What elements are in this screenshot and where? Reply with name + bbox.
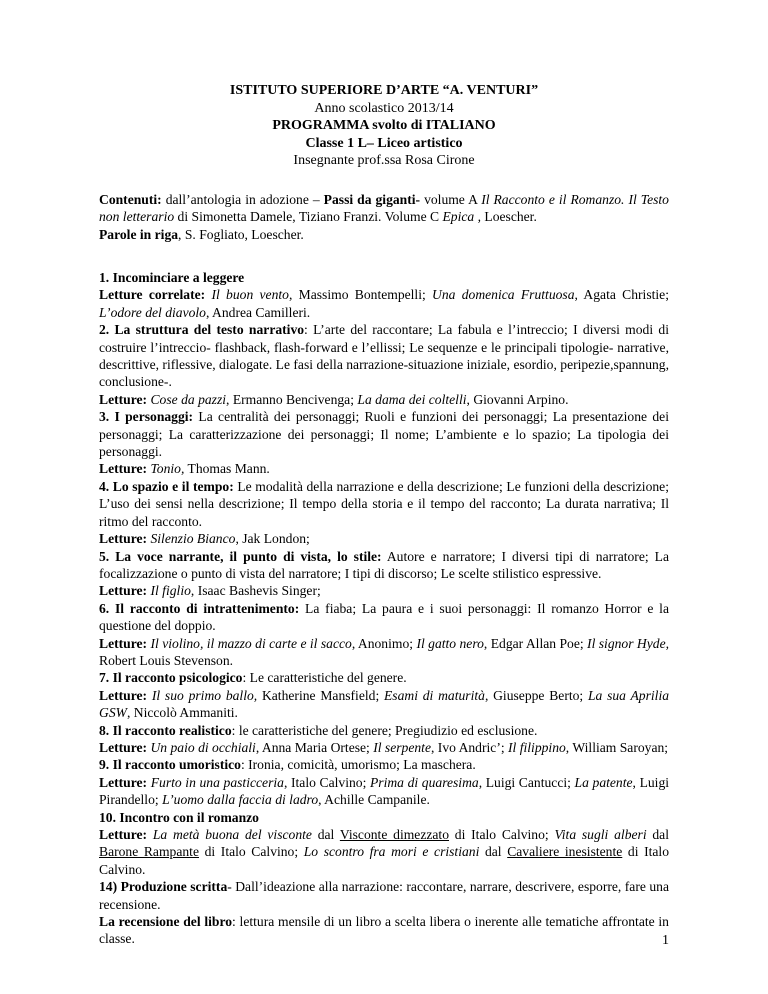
section-3-readings: Letture: Tonio, Thomas Mann.	[99, 461, 270, 477]
section-6-readings: Letture: Il violino, il mazzo di carte e il sacco, Anonimo; Il gatto nero, Edgar Allan Poe; Il signor Hyde, Robert Louis Stevenson.	[99, 635, 669, 668]
parole-paragraph: Parole in riga, S. Fogliato, Loescher.	[99, 226, 304, 242]
book-review-section: La recensione del libro: lettura mensile di un libro a scelta libera o inerente alle tematiche affrontate in classe.	[99, 914, 669, 947]
section-5: 5. La voce narrante, il punto di vista, lo stile: Autore e narratore; I diversi tipi di narratore; La focalizzazione o punto di vista del narratore; I tipi di discorso; Le scelte stilistico espressive.	[99, 548, 669, 581]
contenuti-label: Contenuti:	[99, 192, 162, 207]
section-7: 7. Il racconto psicologico: Le caratteristiche del genere.	[99, 670, 407, 686]
section-9: 9. Il racconto umoristico: Ironia, comicità, umorismo; La maschera.	[99, 757, 476, 773]
section-2-readings: Letture: Cose da pazzi, Ermanno Bencivenga; La dama dei coltelli, Giovanni Arpino.	[99, 391, 569, 407]
page-number: 1	[662, 933, 669, 948]
section-1-title: 1. Incominciare a leggere	[99, 270, 245, 285]
class-name: Classe 1 L– Liceo artistico	[305, 135, 463, 151]
intro-block	[99, 191, 669, 243]
school-name: ISTITUTO SUPERIORE D’ARTE “A. VENTURI”	[229, 83, 539, 98]
section-5-readings: Letture: Il figlio, Isaac Bashevis Singer;	[99, 583, 321, 599]
section-10-title: 10. Incontro con il romanzo	[99, 809, 259, 825]
section-7-readings: Letture: Il suo primo ballo, Katherine Mansfield; Esami di maturità, Giuseppe Berto; La sua Aprilia GSW, Niccolò Ammaniti.	[99, 687, 670, 721]
section-9-readings: Letture: Furto in una pasticceria, Italo Calvino; Prima di quaresima, Luigi Cantucci; La patente, Luigi Pirandello; L’uomo dalla faccia di ladro, Achille Campanile.	[99, 774, 670, 808]
contenuti-paragraph: Contenuti: dall’antologia in adozione – Passi da giganti- volume A Il Racconto e il Romanzo. Il Testo non letterario di Simonetta Damele, Tiziano Franzi. Volume C Epica , Loescher.	[99, 192, 669, 225]
document-header	[0, 82, 768, 170]
program-sections	[99, 269, 669, 948]
section-8-readings: Letture: Un paio di occhiali, Anna Maria Ortese; Il serpente, Ivo Andric’; Il filippino, William Saroyan;	[99, 739, 669, 755]
section-14: 14) Produzione scritta- Dall’ideazione alla narrazione: raccontare, narrare, descrivere, esporre, fare una recensione.	[99, 879, 669, 912]
school-year: Anno scolastico 2013/14	[314, 100, 454, 116]
section-8: 8. Il racconto realistico: le caratteristiche del genere; Pregiudizio ed esclusione.	[99, 722, 538, 738]
program-title: PROGRAMMA svolto di ITALIANO	[272, 118, 496, 133]
section-1-readings: Letture correlate: Il buon vento, Massimo Bontempelli; Una domenica Fruttuosa, Agata Christie; L’odore del diavolo, Andrea Camilleri.	[99, 287, 669, 320]
section-6: 6. Il racconto di intrattenimento: La fiaba; La paura e i suoi personaggi: Il romanzo Horror e la questione del doppio.	[99, 600, 669, 634]
section-10-readings: Letture: La metà buona del visconte dal Visconte dimezzato di Italo Calvino; Vita sugli alberi dal Barone Rampante di Italo Calvino; Lo scontro fra mori e cristiani dal Cavaliere inesistente di Italo Calvino.	[99, 827, 669, 877]
section-2: 2. La struttura del testo narrativo: L’arte del raccontare; La fabula e l’intreccio; I diversi modi di costruire l’intreccio- flashback, flash-forward e l’ellissi; Le sequenze e le principali tipologie- narrative, descrittive, riflessive, dialogate. Le fasi della narrazione-situazione iniziale, esordio, peripezie,spannung, conclusione-.	[99, 322, 669, 390]
section-3: 3. I personaggi: La centralità dei personaggi; Ruoli e funzioni dei personaggi; La presentazione dei personaggi; La caratterizzazione dei personaggi; Il nome; L’ambiente e lo spazio; La tipologia dei personaggi.	[99, 409, 669, 460]
section-4-readings: Letture: Silenzio Bianco, Jak London;	[99, 531, 310, 547]
teacher-name: Insegnante prof.ssa Rosa Cirone	[293, 153, 475, 168]
section-4: 4. Lo spazio e il tempo: Le modalità della narrazione e della descrizione; Le funzioni della descrizione; L’uso dei sensi nella descrizione; Il tempo della storia e il tempo del racconto; La durata narrativa; Il ritmo del racconto.	[99, 478, 669, 529]
